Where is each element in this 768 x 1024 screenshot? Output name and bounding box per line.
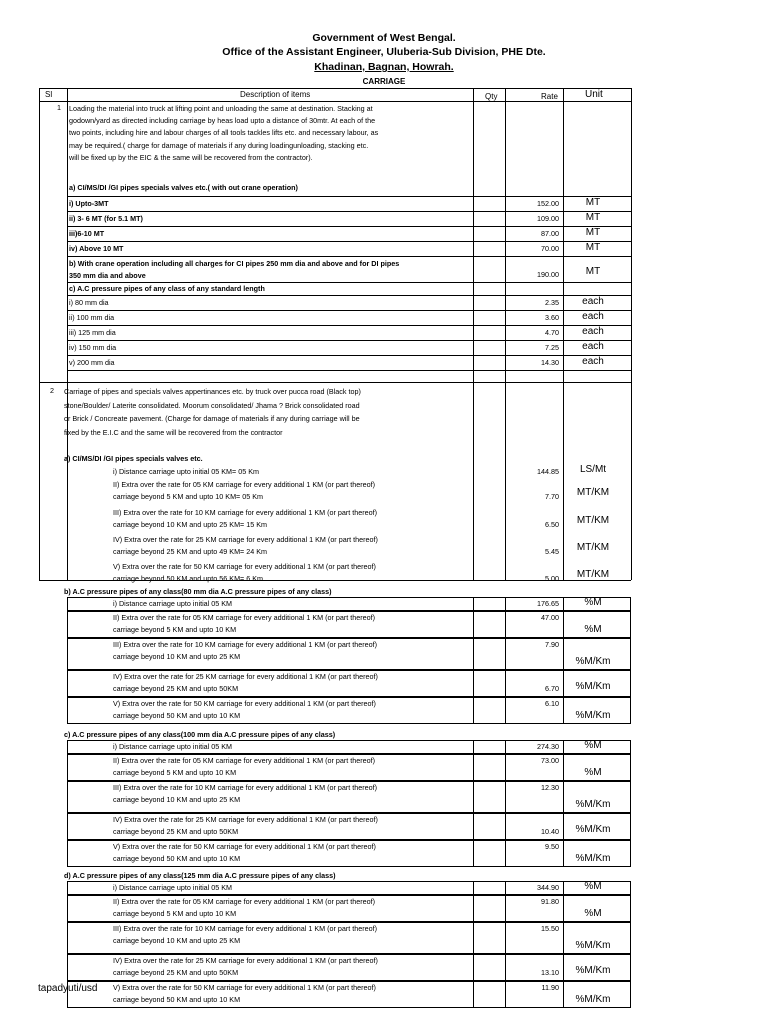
- rate-value: 7.90: [545, 640, 559, 649]
- rate-value: 6.10: [545, 699, 559, 708]
- item-1-a-row-label: i) Upto-3MT: [69, 199, 109, 208]
- grid-line: [505, 954, 506, 981]
- group-row-line: carriage beyond 5 KM and upto 10 KM: [113, 768, 237, 777]
- rate-value: 7.25: [545, 343, 559, 352]
- rate-value: 7.70: [545, 492, 559, 501]
- group-row-line: IV) Extra over the rate for 25 KM carriage for every additional 1 KM (or part thereof): [113, 815, 378, 824]
- rate-value: 144.85: [537, 467, 559, 476]
- rate-value: 109.00: [537, 214, 559, 223]
- rate-value: 344.90: [537, 883, 559, 892]
- grid-line: [505, 781, 506, 813]
- group-row-line: IV) Extra over the rate for 25 KM carriage for every additional 1 KM (or part thereof): [113, 956, 378, 965]
- grid-line: [631, 88, 632, 101]
- unit-value: %M/Km: [575, 710, 611, 721]
- grid-line: [473, 670, 474, 697]
- grid-line: [505, 611, 506, 638]
- group-row-line: carriage beyond 25 KM and upto 50KM: [113, 827, 239, 836]
- grid-line: [505, 740, 506, 754]
- group-row-line: carriage beyond 5 KM and upto 10 KM: [113, 909, 237, 918]
- grid-line: [563, 88, 564, 101]
- rate-value: 274.30: [537, 742, 559, 751]
- grid-line: [473, 981, 474, 1008]
- grid-line: [473, 754, 474, 781]
- rate-value: 12.30: [541, 783, 559, 792]
- grid-line: [67, 370, 631, 371]
- group-row-line: III) Extra over the rate for 10 KM carriage for every additional 1 KM (or part thereof): [113, 783, 378, 792]
- grid-line: [473, 697, 474, 724]
- column-header-unit: Unit: [585, 89, 603, 100]
- grid-line: [67, 256, 631, 257]
- item-2-subheading-a: a) CI/MS/DI /GI pipes specials valves etc.: [64, 454, 203, 463]
- section-title: CARRIAGE: [362, 77, 406, 86]
- unit-value: each: [582, 356, 604, 367]
- rate-value: 9.50: [545, 842, 559, 851]
- rate-value: 2.35: [545, 298, 559, 307]
- column-header-sl: Sl: [45, 90, 53, 99]
- grid-line: [473, 954, 474, 981]
- rate-value: 152.00: [537, 199, 559, 208]
- item-2-a-row-line: i) Distance carriage upto initial 05 KM= 05 Km: [113, 467, 260, 476]
- doc-title-office: Office of the Assistant Engineer, Uluberia-Sub Division, PHE Dte.: [222, 46, 546, 58]
- unit-value: %M/Km: [575, 994, 611, 1005]
- grid-line: [505, 597, 506, 611]
- grid-line: [67, 211, 631, 212]
- group-row-line: carriage beyond 10 KM and upto 25 KM: [113, 795, 241, 804]
- group-row-line: carriage beyond 25 KM and upto 50KM: [113, 968, 239, 977]
- item-1-subheading-a: a) CI/MS/DI /GI pipes specials valves etc.( with out crane operation): [69, 183, 298, 192]
- unit-value: %M/Km: [575, 681, 611, 692]
- rate-value: 13.10: [541, 968, 559, 977]
- unit-value: LS/Mt: [579, 464, 607, 475]
- grid-line: [473, 881, 474, 895]
- rate-value: 14.30: [541, 358, 559, 367]
- grid-line: [67, 310, 631, 311]
- grid-line: [505, 88, 506, 101]
- item-2-a-row-line: III) Extra over the rate for 10 KM carriage for every additional 1 KM (or part thereof): [113, 508, 378, 517]
- grid-line: [473, 597, 474, 611]
- unit-value: %M: [584, 881, 602, 892]
- item-2-a-row-line: carriage beyond 50 KM and upto 56 KM= 6 Km: [113, 574, 264, 583]
- rate-value: 176.65: [537, 599, 559, 608]
- group-row-line: V) Extra over the rate for 50 KM carriage for every additional 1 KM (or part thereof): [113, 842, 376, 851]
- item-1-description-line: may be required.( charge for damage of materials if any during loadingunloading, stacking etc.: [69, 140, 369, 150]
- item-2-a-row-line: carriage beyond 5 KM and upto 10 KM= 05 Km: [113, 492, 264, 501]
- group-row-line: V) Extra over the rate for 50 KM carriage for every additional 1 KM (or part thereof): [113, 699, 376, 708]
- grid-line: [67, 325, 631, 326]
- item-1-description-line: will be fixed up by the EIC & the same will be recovered from the contractor).: [69, 152, 313, 162]
- unit-value: %M: [584, 908, 602, 919]
- group-row-line: carriage beyond 10 KM and upto 25 KM: [113, 652, 241, 661]
- item-2-number: 2: [50, 386, 54, 395]
- unit-value: MT: [585, 266, 601, 277]
- grid-line: [505, 697, 506, 724]
- grid-line: [505, 813, 506, 840]
- unit-value: MT/KM: [576, 515, 610, 526]
- item-2-description-line: stone/Boulder/ Laterite consolidated. Moorum consolidated/ Jhama ? Brick consolidated road: [64, 400, 360, 410]
- group-row-line: IV) Extra over the rate for 25 KM carriage for every additional 1 KM (or part thereof): [113, 672, 378, 681]
- item-2-description-line: Carriage of pipes and specials valves appertinances etc. by truck over pucca road (Black top): [64, 387, 361, 396]
- item-2-a-row-line: carriage beyond 10 KM and upto 25 KM= 15 Km: [113, 520, 268, 529]
- column-header-description: Description of items: [240, 90, 311, 99]
- unit-value: MT: [585, 212, 601, 223]
- item-1-a-row-label: iii)6-10 MT: [69, 229, 105, 238]
- rate-value: 11.90: [541, 983, 559, 992]
- rate-value: 47.00: [541, 613, 559, 622]
- grid-line: [39, 88, 631, 89]
- item-1-a-row-label: ii) 3- 6 MT (for 5.1 MT): [69, 214, 143, 223]
- item-1-subheading-b: b) With crane operation including all charges for CI pipes 250 mm dia and above and for DI pipes: [69, 259, 400, 268]
- group-row-line: i) Distance carriage upto initial 05 KM: [113, 599, 233, 608]
- item-1-description-line: godown/yard as directed including carriage by heas load upto a distance of 30mtr. At each of the: [69, 116, 376, 126]
- item-2-description-line: or Brick / Concreate pavement. (Charge for damage of materials if any during carriage will be: [64, 414, 360, 423]
- item-2-group-title: c) A.C pressure pipes of any class(100 mm dia A.C pressure pipes of any class): [64, 730, 336, 739]
- item-1-subheading-b: 350 mm dia and above: [69, 271, 146, 280]
- item-2-description-line: fixed by the E.I.C and the same will be recovered from the contractor: [64, 427, 283, 437]
- item-1-description-line: Loading the material into truck at lifting point and unloading the same at destination. Stacking at: [69, 104, 373, 113]
- unit-value: MT: [585, 197, 601, 208]
- unit-value: each: [582, 326, 604, 337]
- item-2-a-row-line: V) Extra over the rate for 50 KM carriage for every additional 1 KM (or part thereof): [113, 562, 376, 571]
- grid-line: [505, 840, 506, 867]
- group-row-line: II) Extra over the rate for 05 KM carriage for every additional 1 KM (or part thereof): [113, 897, 376, 906]
- grid-line: [473, 895, 474, 922]
- unit-value: %M: [584, 624, 602, 635]
- grid-line: [67, 282, 631, 283]
- item-1-c-row-label: iv) 150 mm dia: [69, 343, 117, 352]
- grid-line: [473, 611, 474, 638]
- grid-line: [473, 88, 474, 101]
- footer-signature: tapadyuti/usd: [38, 983, 98, 994]
- rate-value: 4.70: [545, 328, 559, 337]
- item-1-subheading-c: c) A.C pressure pipes of any class of any standard length: [69, 284, 265, 293]
- rate-value: 190.00: [537, 270, 559, 279]
- rate-value: 6.70: [545, 684, 559, 693]
- group-row-line: V) Extra over the rate for 50 KM carriage for every additional 1 KM (or part thereof): [113, 983, 376, 992]
- unit-value: %M/Km: [575, 824, 611, 835]
- grid-line: [473, 840, 474, 867]
- grid-line: [473, 781, 474, 813]
- item-2-group-title: d) A.C pressure pipes of any class(125 mm dia A.C pressure pipes of any class): [64, 871, 336, 880]
- unit-value: MT/KM: [576, 542, 610, 553]
- doc-title-location: Khadinan, Bagnan, Howrah.: [314, 61, 454, 73]
- group-row-line: III) Extra over the rate for 10 KM carriage for every additional 1 KM (or part thereof): [113, 640, 378, 649]
- group-row-line: i) Distance carriage upto initial 05 KM: [113, 742, 233, 751]
- grid-line: [473, 740, 474, 754]
- item-1-c-row-label: i) 80 mm dia: [69, 298, 109, 307]
- grid-line: [67, 295, 631, 296]
- unit-value: %M/Km: [575, 656, 611, 667]
- grid-line: [67, 340, 631, 341]
- grid-line: [67, 241, 631, 242]
- column-header-rate: Rate: [541, 92, 558, 101]
- group-row-line: II) Extra over the rate for 05 KM carriage for every additional 1 KM (or part thereof): [113, 756, 376, 765]
- rate-value: 87.00: [541, 229, 559, 238]
- unit-value: %M: [584, 597, 602, 608]
- unit-value: MT/KM: [576, 569, 610, 580]
- grid-line: [473, 922, 474, 954]
- item-1-c-row-label: iii) 125 mm dia: [69, 328, 116, 337]
- column-header-qty: Qty: [485, 92, 498, 101]
- group-row-line: III) Extra over the rate for 10 KM carriage for every additional 1 KM (or part thereof): [113, 924, 378, 933]
- group-row-line: carriage beyond 25 KM and upto 50KM: [113, 684, 239, 693]
- rate-value: 70.00: [541, 244, 559, 253]
- group-row-line: i) Distance carriage upto initial 05 KM: [113, 883, 233, 892]
- grid-line: [505, 638, 506, 670]
- item-2-group-title: b) A.C pressure pipes of any class(80 mm dia A.C pressure pipes of any class): [64, 587, 332, 596]
- unit-value: each: [582, 311, 604, 322]
- group-row-line: carriage beyond 5 KM and upto 10 KM: [113, 625, 237, 634]
- unit-value: each: [582, 341, 604, 352]
- grid-line: [473, 638, 474, 670]
- unit-value: MT: [585, 227, 601, 238]
- rate-value: 5.00: [545, 574, 559, 583]
- grid-line: [39, 101, 631, 102]
- unit-value: MT/KM: [576, 487, 610, 498]
- item-1-number: 1: [57, 103, 61, 112]
- item-2-a-row-line: II) Extra over the rate for 05 KM carriage for every additional 1 KM (or part thereof): [113, 480, 376, 489]
- unit-value: %M/Km: [575, 940, 611, 951]
- grid-line: [67, 196, 631, 197]
- rate-value: 73.00: [541, 756, 559, 765]
- doc-title-government: Government of West Bengal.: [312, 32, 456, 44]
- item-1-description-line: two points, including hire and labour charges of all tools tackles lifts etc. and necessary labour, as: [69, 128, 379, 138]
- grid-line: [505, 922, 506, 954]
- item-1-c-row-label: v) 200 mm dia: [69, 358, 115, 367]
- rate-value: 3.60: [545, 313, 559, 322]
- unit-value: %M/Km: [575, 853, 611, 864]
- grid-line: [39, 382, 631, 383]
- grid-line: [631, 101, 632, 580]
- unit-value: %M/Km: [575, 965, 611, 976]
- grid-line: [67, 88, 68, 101]
- unit-value: each: [582, 296, 604, 307]
- unit-value: MT: [585, 242, 601, 253]
- rate-value: 10.40: [541, 827, 559, 836]
- unit-value: %M: [584, 767, 602, 778]
- item-1-c-row-label: ii) 100 mm dia: [69, 313, 115, 322]
- unit-value: %M: [584, 740, 602, 751]
- rate-value: 15.50: [541, 924, 559, 933]
- group-row-line: II) Extra over the rate for 05 KM carriage for every additional 1 KM (or part thereof): [113, 613, 376, 622]
- rate-value: 91.80: [541, 897, 559, 906]
- grid-line: [67, 226, 631, 227]
- rate-value: 5.45: [545, 547, 559, 556]
- grid-line: [39, 580, 631, 581]
- grid-line: [505, 981, 506, 1008]
- grid-line: [505, 670, 506, 697]
- grid-line: [473, 813, 474, 840]
- grid-line: [67, 355, 631, 356]
- item-2-a-row-line: IV) Extra over the rate for 25 KM carriage for every additional 1 KM (or part thereof): [113, 535, 378, 544]
- group-row-line: carriage beyond 50 KM and upto 10 KM: [113, 995, 241, 1004]
- group-row-line: carriage beyond 50 KM and upto 10 KM: [113, 854, 241, 863]
- item-2-a-row-line: carriage beyond 25 KM and upto 49 KM= 24 Km: [113, 547, 268, 556]
- unit-value: %M/Km: [575, 799, 611, 810]
- grid-line: [39, 382, 40, 580]
- group-row-line: carriage beyond 10 KM and upto 25 KM: [113, 936, 241, 945]
- item-1-a-row-label: iv) Above 10 MT: [69, 244, 124, 253]
- grid-line: [505, 881, 506, 895]
- grid-line: [505, 895, 506, 922]
- grid-line: [505, 754, 506, 781]
- rate-value: 6.50: [545, 520, 559, 529]
- group-row-line: carriage beyond 50 KM and upto 10 KM: [113, 711, 241, 720]
